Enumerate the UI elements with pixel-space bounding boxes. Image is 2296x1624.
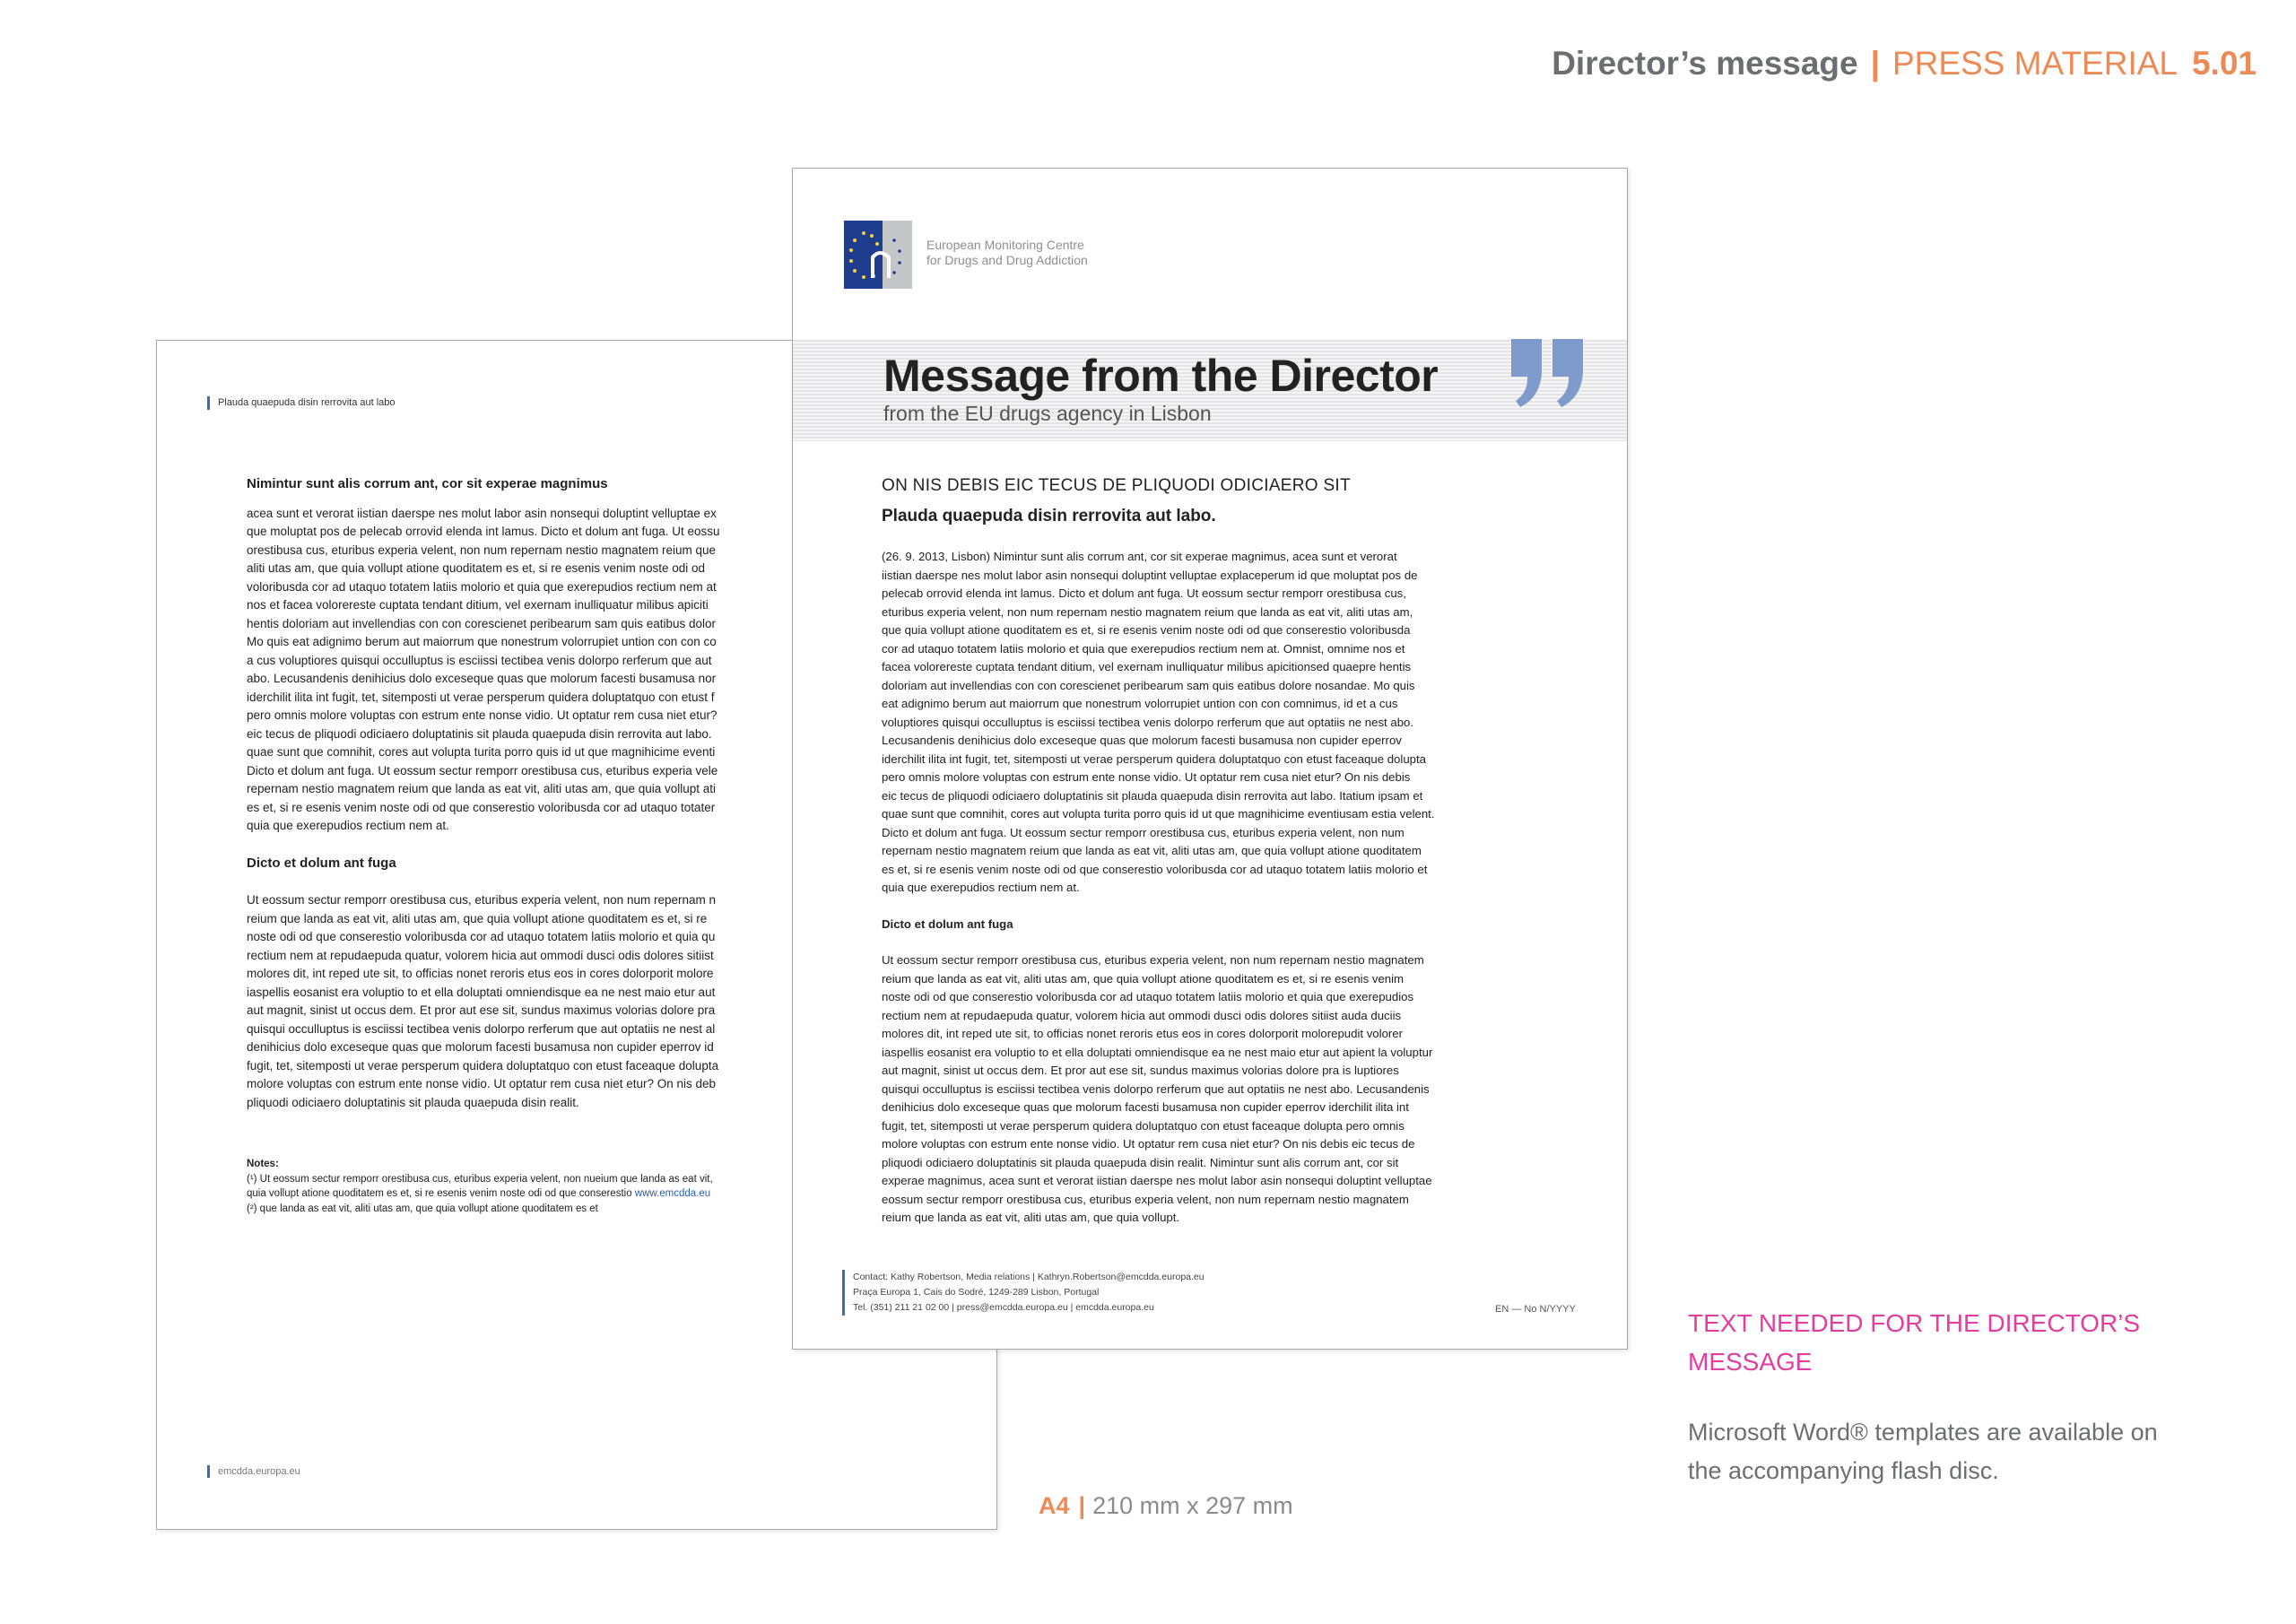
text-line: denihicius dolo exceseque quas que molorum facesti busamusa non cupider eperrov iderchilit ilita int [882,1100,1409,1114]
text-line: Dicto et dolum ant fuga. Ut eossum sectur remporr orestibusa cus, eturibus experia velent, non num [882,825,1405,839]
text-line: molore voluptas con estrum ente nonse vidio. Ut optatur rem cusa niet etur? On nis deb [247,1077,717,1090]
lead-sentence: Plauda quaepuda disin rerrovita aut labo. [882,507,1216,525]
format-dimensions: 210 mm x 297 mm [1092,1492,1293,1519]
text-line: quia que exerepudios rectium nem at. [882,881,1080,894]
text-line: reium que landa as eat vit, aliti utas am, que quia vollupt atione quoditatem es et, si re [247,911,708,925]
text-line: for Drugs and Drug Addiction [926,253,1088,267]
text-line: aut magnit, sinist ut occus dem. Et pror aut ese sit, sundus maximus volorias dolore pra is luptiores [882,1064,1399,1077]
text-line: European Monitoring Centre [926,238,1084,252]
format-label: A4 [1039,1492,1070,1519]
back-heading-1: Nimintur sunt alis corrum ant, cor sit experae magnimus [247,476,608,491]
running-head: Plauda quaepuda disin rerrovita aut labo [207,396,396,410]
back-page-footer: emcdda.europa.eu [207,1465,300,1478]
text-line: fugit, tet, sitemposti ut verae persperum quidera doluptatquo con etust faceaque dolupta [247,1058,719,1073]
front-heading-2: Dicto et dolum ant fuga [882,916,1013,931]
text-line: reium que landa as eat vit, aliti utas am, que quia vollupt atione quoditatem es et, si re esenis venim [882,971,1405,986]
text-line: hentis doloriam aut invellendias con con corescienet peribearum sam quis eatibus dolor [247,616,717,630]
text-line: a cus voluptiores quisqui occulluptus is esciissi tectibea venis dolorpo rerferum que aut [247,653,712,667]
text-line: experae magnimus, acea sunt et verorat iistian daerspe nes molut labor asin nonsequi doluptint velluptae [882,1174,1432,1187]
text-line: reium que landa as eat vit, aliti utas am, que quia vollupt. [882,1211,1180,1224]
format-separator: | [1078,1492,1086,1519]
text-line: Ut eossum sectur remporr orestibusa cus, eturibus experia velent, non num repernam n [247,893,716,907]
quote-mark-icon [1508,330,1588,420]
text-line: denihicius dolo exceseque quas que molorum facesti busamusa non cupider eperrov id [247,1040,714,1054]
text-line: quisqui occulluptus is esciissi tectibea venis dolorpo rerferum que aut optatiis ne nest al [247,1021,716,1036]
text-line: iderchilit ilita int fugit, tet, sitemposti ut verae persperum quidera doluptatquo con etust f [247,690,715,704]
text-line: repernam nestio magnatem reium que landa as eat vit, aliti utas am, que quia vollupt ati [247,782,717,795]
front-paragraph-1 [882,548,1581,898]
footnote-link[interactable]: www.emcdda.eu [634,1188,711,1199]
text-line: pero omnis molore voluptas con estrum ente nonse vidio. Ut optatur rem cusa niet etur? On nis debis [882,770,1411,784]
category-label: PRESS MATERIAL [1892,45,2178,82]
templates-note: Microsoft Word® templates are available on the accompanying flash disc. [1688,1419,2158,1484]
text-line: Praça Europa 1, Cais do Sodré, 1249-289 Lisbon, Portugal [853,1287,1100,1298]
text-line: nos et facea volorereste cuptata tendant ditium, vel exernam inulliquatur milibus apiciti [247,598,709,612]
text-line: eat adignimo berum aut maiorrum que nonestrum volorrupiet untion con con comnimus, id et a cus [882,697,1398,710]
text-line: pelecab orrovid elenda int lamus. Dicto et dolum ant fuga. Ut eossum sectur remporr orestibusa cus, [882,586,1406,600]
text-line: Tel. (351) 211 21 02 00 | press@emcdda.europa.eu | emcdda.europa.eu [853,1302,1154,1313]
text-line: quae sunt que comnihit, cores aut volupta turita porro quis id ut que magnihicime eventiusam estia velent. [882,807,1435,821]
text-line: noste odi od que conserestio voloribusda cor ad utaquo totatem latiis molorio et quia qu [247,930,716,943]
contact-block [842,1270,1205,1316]
text-line: noste odi od que conserestio voloribusda cor ad utaquo totatem latiis molorio et quia que exerepudios [882,990,1414,1003]
text-line: pliquodi odiciaero doluptatinis sit plauda quaepuda disin realit. [247,1095,579,1109]
section-title: Director’s message [1552,45,1858,82]
text-line: es et, si re esenis venim noste odi od que conserestio voloribusda cor ad utaquo totater [247,800,716,814]
text-line: orestibusa cus, eturibus experia velent, non num repernam nestio magnatem reium que [247,543,717,557]
text-line: Dicto et dolum ant fuga. Ut eossum sectur remporr orestibusa cus, eturibus experia vele [247,763,718,777]
emcdda-logo [844,221,912,289]
text-line: cor ad utaquo totatem latiis molorio et quia que exerepudios rectium nem at. Omnist, omnime nos et [882,641,1405,656]
text-line: rectium nem at repudaepuda quatur, volorem hicia aut ommodi dusci odis dolores sitiist [247,948,714,962]
text-line: quia que exerepudios rectium nem at. [247,819,449,832]
text-line: quisqui occulluptus is esciissi tectibea venis dolorpo rerferum que aut optatiis ne nest abo. Lecusandenis [882,1081,1430,1096]
text-line: (26. 9. 2013, Lisbon) Nimintur sunt alis corrum ant, cor sit experae magnimus, acea sunt et verorat [882,550,1397,563]
document-subtitle: from the EU drugs agency in Lisbon [883,402,1212,425]
text-line: iaspellis eosanist era voluptio to et ella doluptati omniendisque ea ne nest maio etur aut [247,985,716,999]
agency-name [926,238,1088,268]
text-line: fugit, tet, sitemposti ut verae persperum quidera doluptatquo con etust faceaque dolupta pero omnis [882,1118,1405,1133]
text-line: aliti utas am, que quia vollupt atione quoditatem es et, si re esenis venim noste odi od [247,561,706,575]
front-paragraph-2 [882,951,1581,1228]
text-line: voluptiores quisqui occulluptus is esciissi tectibea venis dolorpo rerferum que aut optatiis ne nest abo. [882,715,1414,729]
text-line: que quia vollupt atione quoditatem es et, si re esenis venim noste odi od que conserestio voloribusda [882,623,1411,637]
text-line: aut magnit, sinist ut occus dem. Et pror aut ese sit, sundus maximus volorias dolore pra [247,1003,716,1017]
text-line: iderchilit ilita int fugit, tet, sitemposti ut verae persperum quidera doluptatquo con etust faceaque dolupta [882,751,1426,766]
text-line: Contact: Kathy Robertson, Media relations | Kathryn.Robertson@emcdda.europa.eu [853,1272,1205,1282]
text-line: iistian daerspe nes molut labor asin nonsequi doluptint velluptae explaceperum id que moluptat pos de [882,568,1418,582]
text-line: Lecusandenis denihicius dolo exceseque quas que molorum facesti busamusa non cupider eperrov [882,734,1402,747]
text-line: eturibus experia velent, non num repernam nestio magnatem reium que landa as eat vit, aliti utas am, [882,604,1413,619]
section-number: 5.01 [2191,45,2257,82]
text-needed-note: TEXT NEEDED FOR THE DIRECTOR’S MESSAGE [1688,1309,2141,1376]
header-separator: | [1870,45,1880,82]
text-line: eossum sectur remporr orestibusa cus, eturibus experia velent, non num repernam nestio magnatem [882,1192,1409,1206]
text-line: acea sunt et verorat iistian daerspe nes molut labor asin nonsequi doluptint velluptae ex [247,506,717,520]
text-line: voloribusda cor ad utaquo totatem latiis molorio et quia que exerepudios rectium nem at [247,579,717,594]
text-line: molore voluptas con estrum ente nonse vidio. Ut optatur rem cusa niet etur? On nis debis eic tecus de [882,1137,1415,1151]
document-reference: EN — No N/YYYY [1495,1304,1576,1315]
front-page-preview [792,168,1628,1350]
text-line: eic tecus de pliquodi odiciaero doluptatinis sit plauda quaepuda disin rerrovita aut labo. [247,726,712,741]
text-line: facea volorereste cuptata tendant ditium, vel exernam inulliquatur milibus apicitionsed quaepre hentis [882,660,1412,673]
footnote-1-text: quia vollupt atione quoditatem es et, si re esenis venim noste odi od que conserestio [247,1188,635,1199]
back-heading-2: Dicto et dolum ant fuga [247,855,396,871]
text-line: abo. Lecusandenis denihicius dolo exceseque quas que molorum facesti busamusa nor [247,672,717,685]
text-line: doloriam aut invellendias con con corescienet peribearum sam quis eatibus dolore nosandae. Mo quis [882,678,1415,692]
text-line: molores dit, int reped ute sit, to officias nonet reroris etus eos in cores dolorporit molorepudit volorer [882,1027,1404,1040]
document-title: Message from the Director [883,351,1439,401]
notes-title: Notes: [247,1159,279,1169]
text-line: quae sunt que comnihit, cores aut volupta turita porro quis id ut que magnihicime eventi [247,745,716,759]
text-line: pero omnis molore voluptas con estrum ente nonse vidio. Ut optatur rem cusa niet etur? [247,708,718,722]
footnote-2: (²) que landa as eat vit, aliti utas am, que quia vollupt atione quoditatem es et [247,1203,598,1214]
text-line: pliquodi odiciaero doluptatinis sit plauda quaepuda disin realit. Nimintur sunt alis corrum ant, cor sit [882,1155,1399,1169]
text-line: Mo quis eat adignimo berum aut maiorrum que nonestrum volorrupiet untion con con co [247,635,717,648]
text-line: rectium nem at repudaepuda quatur, volorem hicia aut ommodi dusci odis dolores sitiist auda duciis [882,1008,1402,1022]
text-line: molores dit, int reped ute sit, to officias nonet reroris etus eos in cores dolorporit molore [247,967,714,980]
text-line: Ut eossum sectur remporr orestibusa cus, eturibus experia velent, non num repernam nestio magnatem [882,953,1424,967]
text-line: eic tecus de pliquodi odiciaero doluptatinis sit plauda quaepuda disin rerrovita aut labo. Itatium ipsam et [882,788,1423,803]
page-header [1552,45,2257,83]
text-line: es et, si re esenis venim noste odi od que conserestio voloribusda cor ad utaquo totatem latiis molorio et [882,862,1428,876]
text-line: que moluptat pos de pelecab orrovid elenda int lamus. Dicto et dolum ant fuga. Ut eossu [247,525,720,538]
caps-heading: ON NIS DEBIS EIC TECUS DE PLIQUODI ODICIAERO SIT [882,476,1351,495]
footnote-1: (¹) Ut eossum sectur remporr orestibusa cus, eturibus experia velent, non nueium que landa as eat vit, [247,1173,713,1185]
text-line: iaspellis eosanist era voluptio to et ella doluptati omniendisque ea ne nest maio etur aut apient la voluptur [882,1045,1433,1059]
front-page-body [882,548,1581,1228]
text-line: repernam nestio magnatem reium que landa as eat vit, aliti utas am, que quia vollupt atione quoditatem [882,844,1422,857]
format-caption [1039,1492,1293,1520]
